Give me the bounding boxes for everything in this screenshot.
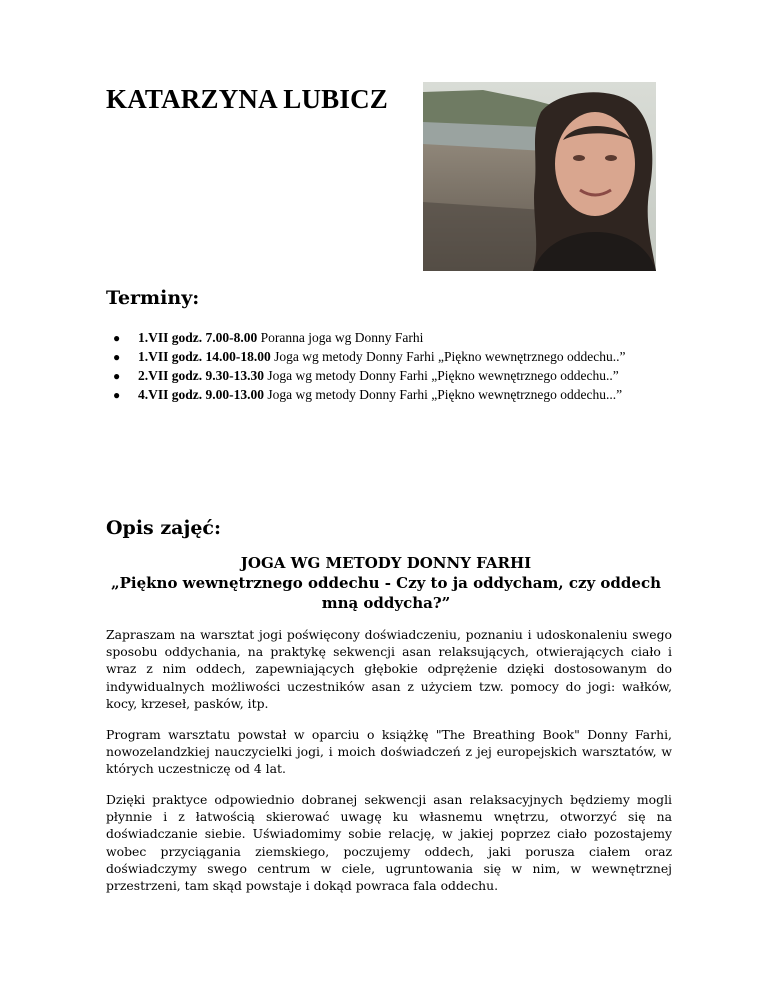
portrait-photo-icon [423, 82, 656, 271]
schedule-text: Poranna joga wg Donny Farhi [257, 330, 424, 345]
description-paragraph: Zapraszam na warsztat jogi poświęcony doświadczeniu, poznaniu i udoskonaleniu swego sposobu oddychania, na praktykę sekwencji asan relaksujących, otwierających ciało i wraz z nim oddech, zapewniających głębokie odprężenie dzięki dostosowanym do indywidualnych możliwości uczestników asan z użyciem tzw. pomocy do jogi: wałków, kocy, krzeseł, pasków, itp. [106, 627, 672, 711]
schedule-text: Joga wg metody Donny Farhi „Piękno wewnętrznego oddechu...” [264, 387, 623, 402]
workshop-title [106, 553, 666, 613]
schedule-text: Joga wg metody Donny Farhi „Piękno wewnętrznego oddechu..” [270, 349, 626, 364]
portrait-photo [423, 82, 656, 271]
list-item [106, 387, 666, 403]
list-item [106, 368, 666, 384]
workshop-title-line1: JOGA WG METODY DONNY FARHI [240, 554, 532, 572]
description-paragraph: Program warsztatu powstał w oparciu o książkę "The Breathing Book" Donny Farhi, nowozelandzkiej nauczycielki jogi, i moich doświadczeń z jej europejskich warsztatów, w których uczestniczę od 4 lat. [106, 727, 672, 777]
list-item [106, 349, 666, 365]
schedule-date: 1.VII godz. 14.00-18.00 [138, 349, 271, 364]
section-heading-terminy: Terminy: [106, 287, 200, 309]
schedule-date: 4.VII godz. 9.00-13.00 [138, 387, 265, 402]
schedule-date: 1.VII godz. 7.00-8.00 [138, 330, 258, 345]
schedule-text: Joga wg metody Donny Farhi „Piękno wewnętrznego oddechu..” [264, 368, 619, 383]
description-paragraph: Dzięki praktyce odpowiednio dobranej sekwencji asan relaksacyjnych będziemy mogli płynnie i z łatwością skierować uwagę ku własnemu wnętrzu, otworzyć się na doświadczanie siebie. Uświadomimy sobie relację, w jakiej poprzez ciało pozostajemy wobec przyciągania ziemskiego, poczujemy oddech, jaki porusza ciałem oraz doświadczymy swego centrum w ciele, ugruntowania się w nim, w wewnętrznej przestrzeni, tam skąd powstaje i dokąd powraca fala oddechu. [106, 792, 672, 894]
bullet-icon: ● [113, 331, 121, 345]
list-item [106, 330, 666, 346]
schedule-list [106, 330, 666, 406]
schedule-date: 2.VII godz. 9.30-13.30 [138, 368, 265, 383]
section-heading-opis: Opis zajęć: [106, 517, 222, 539]
bullet-icon: ● [113, 388, 121, 402]
bullet-icon: ● [113, 350, 121, 364]
workshop-title-line2: „Piękno wewnętrznego oddechu - Czy to ja oddycham, czy oddech mną oddycha?” [111, 574, 661, 612]
page-title: KATARZYNA LUBICZ [106, 84, 388, 114]
bullet-icon: ● [113, 369, 121, 383]
